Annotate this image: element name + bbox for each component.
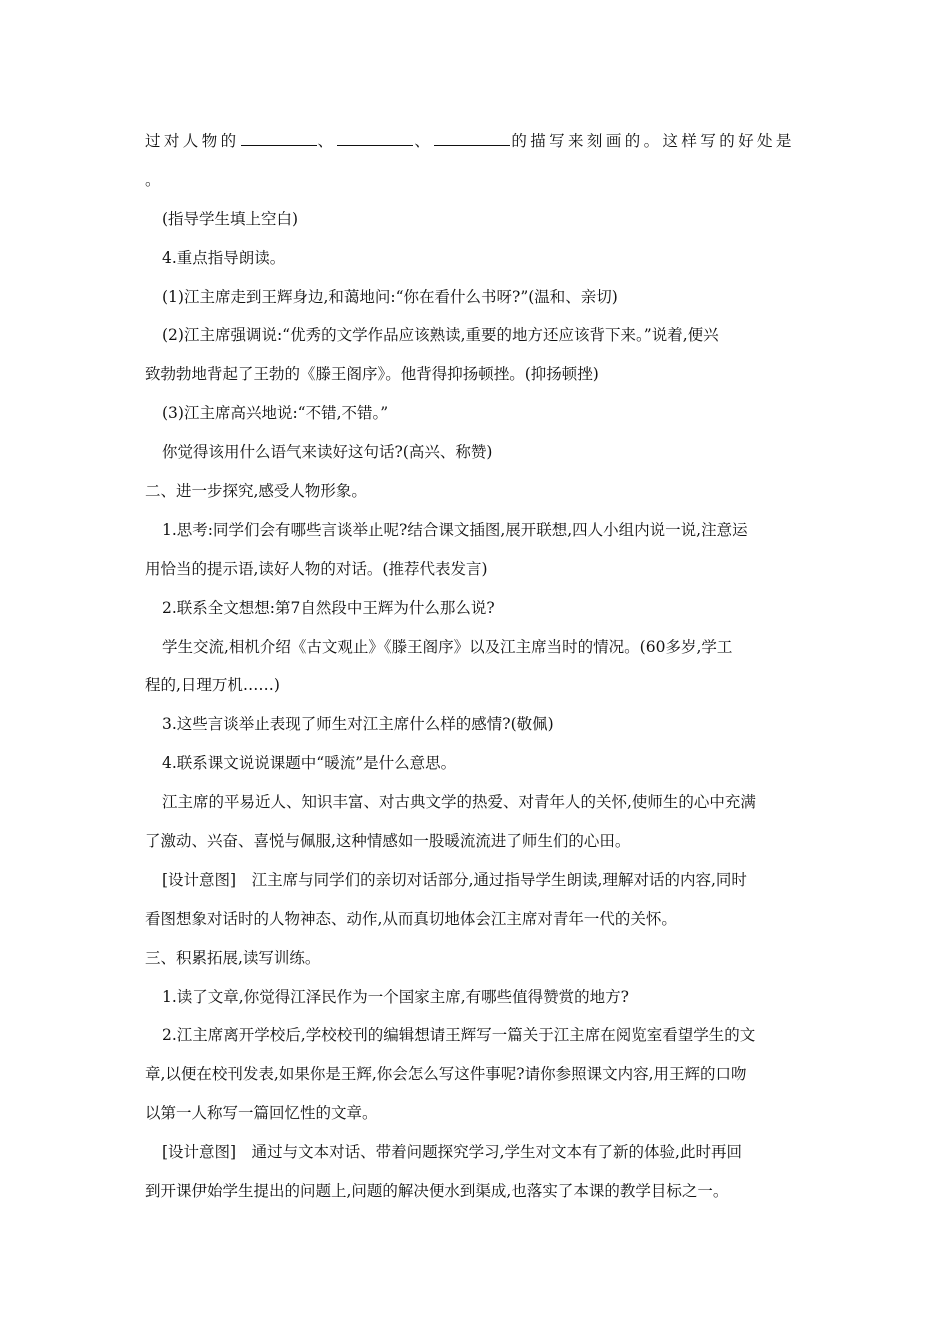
text-line: 致勃勃地背起了王勃的《滕王阁序》。他背得抑扬顿挫。(抑扬顿挫) (145, 365, 599, 384)
text-line: 2.联系全文想想:第7自然段中王辉为什么那么说? (162, 598, 495, 617)
text-line: 。 (145, 170, 161, 189)
text-segment: 、 (414, 132, 434, 150)
text-line: 用恰当的提示语,读好人物的对话。(推荐代表发言) (145, 559, 488, 578)
text-line: (3)江主席高兴地说:“不错,不错。” (162, 404, 389, 423)
text-line: 2.江主席离开学校后,学校校刊的编辑想请王辉写一篇关于江主席在阅览室看望学生的文 (162, 1026, 756, 1045)
text-line: 程的,日理万机……) (145, 676, 280, 695)
text-line: 4.重点指导朗读。 (162, 248, 286, 267)
text-line: 到开课伊始学生提出的问题上,问题的解决便水到渠成,也落实了本课的教学目标之一。 (145, 1182, 729, 1201)
text-line: 以第一人称写一篇回忆性的文章。 (145, 1104, 378, 1123)
design-intent-line: [设计意图] 江主席与同学们的亲切对话部分,通过指导学生朗读,理解对话的内容,同时 (162, 870, 747, 889)
text-line: 你觉得该用什么语气来读好这句话?(高兴、称赞) (162, 443, 493, 462)
text-line: 学生交流,相机介绍《古文观止》《滕王阁序》以及江主席当时的情况。(60多岁,学工 (162, 637, 733, 656)
design-intent-line: [设计意图] 通过与文本对话、带着问题探究学习,学生对文本有了新的体验,此时再回 (162, 1143, 742, 1162)
section-heading: 三、积累拓展,读写训练。 (145, 948, 321, 967)
fill-in-blank (434, 144, 510, 146)
text-segment: 的描写来刻画的。这样写的好处是 (511, 132, 795, 150)
text-line: 了激动、兴奋、喜悦与佩服,这种情感如一股暖流流进了师生们的心田。 (145, 832, 631, 851)
document-body (145, 122, 807, 1211)
section-heading: 二、进一步探究,感受人物形象。 (145, 482, 367, 501)
text-segment: 、 (317, 132, 337, 150)
text-line: 3.这些言谈举止表现了师生对江主席什么样的感情?(敬佩) (162, 715, 554, 734)
text-line-fill-in (145, 122, 807, 161)
text-line: 江主席的平易近人、知识丰富、对古典文学的热爱、对青年人的关怀,使师生的心中充满 (162, 793, 756, 812)
text-line: (2)江主席强调说:“优秀的文学作品应该熟读,重要的地方还应该背下来。”说着,便兴 (162, 326, 719, 345)
text-line: 1.思考:同学们会有哪些言谈举止呢?结合课文插图,展开联想,四人小组内说一说,注意运 (162, 520, 748, 539)
fill-in-blank (241, 144, 317, 146)
text-line: 看图想象对话时的人物神态、动作,从而真切地体会江主席对青年一代的关怀。 (145, 909, 677, 928)
text-segment: 过对人物的 (145, 132, 240, 150)
text-line: (1)江主席走到王辉身边,和蔼地问:“你在看什么书呀?”(温和、亲切) (162, 287, 618, 306)
text-line: (指导学生填上空白) (162, 209, 299, 228)
text-line: 4.联系课文说说课题中“暖流”是什么意思。 (162, 754, 457, 773)
text-line: 章,以便在校刊发表,如果你是王辉,你会怎么写这件事呢?请你参照课文内容,用王辉的口吻 (145, 1065, 747, 1084)
text-line: 1.读了文章,你觉得江泽民作为一个国家主席,有哪些值得赞赏的地方? (162, 987, 629, 1006)
fill-in-blank (337, 144, 413, 146)
